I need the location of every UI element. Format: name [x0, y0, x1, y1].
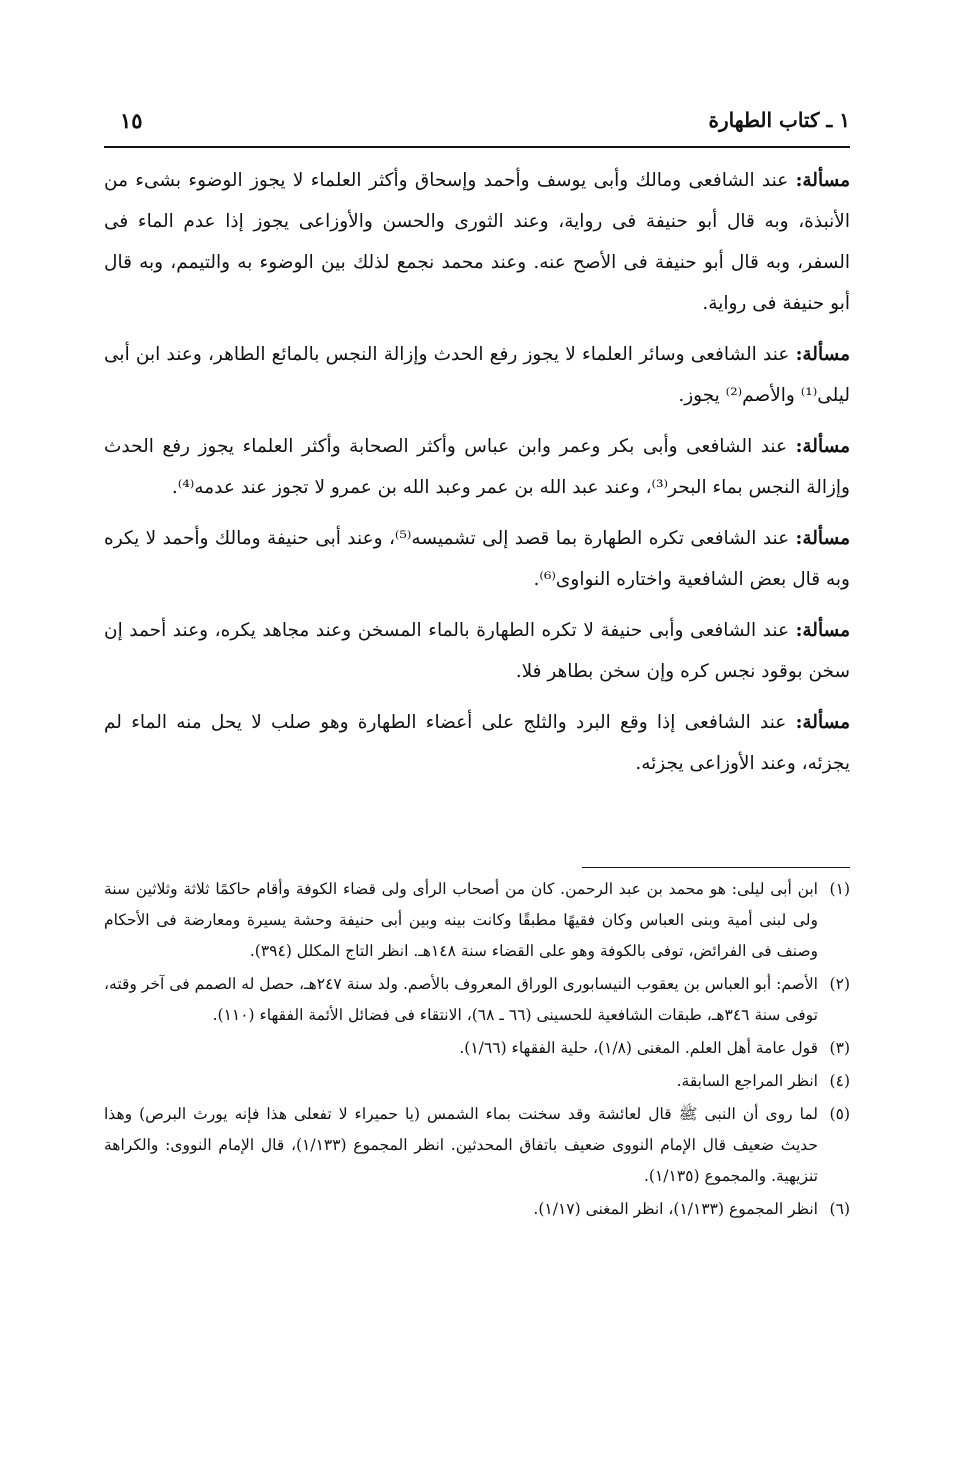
issue-paragraph [104, 518, 850, 600]
issue-text: عند الشافعى إذا وقع البرد والثلج على أعضاء الطهارة وهو صلب لا يحل منه الماء لم يجزئه، وعند الأوزاعى يجزئه. [104, 712, 850, 774]
issue-paragraph [104, 610, 850, 692]
issue-paragraph [104, 702, 850, 784]
footnote [104, 1099, 850, 1192]
footnote-number: (٤) [829, 1072, 850, 1090]
footnote [104, 1066, 850, 1097]
issue-heading: مسألة: [795, 436, 850, 457]
footnote-text: قول عامة أهل العلم. المغنى (١/٨)، حلية الفقهاء (١/٦٦). [459, 1039, 818, 1057]
issue-heading: مسألة: [795, 712, 850, 733]
footnote-text: انظر المجموع (١/١٣٣)، انظر المغنى (١/١٧). [533, 1200, 818, 1218]
issue-heading: مسألة: [795, 528, 850, 549]
issue-heading: مسألة: [795, 620, 850, 641]
issue-paragraph [104, 160, 850, 324]
issue-text: عند الشافعى ومالك وأبى يوسف وأحمد وإسحاق وأكثر العلماء لا يجوز الوضوء بشىء من الأنبذة، وبه قال أبو حنيفة فى رواية، وعند الثورى والحسن والأوزاعى يجوز إذا عدم الماء فى السفر، وبه قال أبو حنيفة فى الأصح عنه. وعند محمد نجمع لذلك بين الوضوء به والتيمم، وبه قال أبو حنيفة فى رواية. [104, 170, 850, 314]
footnote-text: الأصم: أبو العباس بن يعقوب النيسابورى الوراق المعروف بالأصم. ولد سنة ٢٤٧هـ، حصل له الصمم فى آخر وقته، توفى سنة ٣٤٦هـ، طبقات الشافعية للحسينى (٦٦ ـ ٦٨)، الانتقاء فى فضائل الأئمة الفقهاء (١١٠). [104, 975, 818, 1024]
footnote-text: انظر المراجع السابقة. [676, 1072, 818, 1090]
footnote-text: ابن أبى ليلى: هو محمد بن عبد الرحمن. كان من أصحاب الرأى ولى قضاء الكوفة وأقام حاكمًا ثلاثة وثلاثين سنة ولى لبنى أمية وبنى العباس وكان فقيهًا مطبقًا وكانت بينه وبين أبى حنيفة وحشة يسيرة ومعارضة فى الأحكام وصنف فى الفرائض، توفى بالكوفة وهو على القضاء سنة ١٤٨هـ. انظر التاج المكلل (٣٩٤). [104, 880, 818, 960]
issue-paragraph [104, 334, 850, 416]
footnote [104, 969, 850, 1031]
issue-text: عند الشافعى وسائر العلماء لا يجوز رفع الحدث وإزالة النجس بالمائع الطاهر، وعند ابن أبى ليلى⁽¹⁾ والأصم⁽²⁾ يجوز. [104, 344, 850, 406]
issue-heading: مسألة: [795, 344, 850, 365]
footnote-text: لما روى أن النبى ﷺ قال لعائشة وقد سخنت بماء الشمس (يا حميراء لا تفعلى هذا فإنه يورث البرص) وهذا حديث ضعيف قال الإمام النووى ضعيف باتفاق المحدثين. انظر المجموع (١/١٣٣)، قال الإمام النووى: والكراهة تنزيهية. والمجموع (١/١٣٥). [104, 1105, 819, 1185]
footnote-rule [582, 867, 850, 868]
page-number: ١٥ [120, 108, 143, 133]
footnotes [104, 874, 850, 1227]
issue-text: عند الشافعى وأبى بكر وعمر وابن عباس وأكثر الصحابة وأكثر العلماء يجوز رفع الحدث وإزالة النجس بماء البحر⁽³⁾، وعند عبد الله بن عمر وعبد الله بن عمرو لا تجوز عند عدمه⁽⁴⁾. [104, 436, 850, 498]
issue-paragraph [104, 426, 850, 508]
main-text [104, 160, 850, 794]
header-rule [104, 146, 850, 148]
footnote-number: (٥) [829, 1105, 850, 1123]
issue-text: عند الشافعى تكره الطهارة بما قصد إلى تشميسه⁽⁵⁾، وعند أبى حنيفة ومالك وأحمد لا يكره وبه قال بعض الشافعية واختاره النواوى⁽⁶⁾. [104, 528, 850, 590]
issue-heading: مسألة: [795, 170, 850, 191]
footnote [104, 874, 850, 967]
footnote [104, 1033, 850, 1064]
footnote [104, 1194, 850, 1225]
footnote-number: (١) [829, 880, 850, 898]
footnote-number: (٦) [829, 1200, 850, 1218]
footnote-number: (٢) [829, 975, 850, 993]
running-header [104, 108, 850, 142]
footnote-number: (٣) [829, 1039, 850, 1057]
chapter-title: ١ ـ كتاب الطهارة [708, 108, 850, 132]
issue-text: عند الشافعى وأبى حنيفة لا تكره الطهارة بالماء المسخن وعند مجاهد يكره، وعند أحمد إن سخن بوقود نجس كره وإن سخن بطاهر فلا. [104, 620, 850, 682]
